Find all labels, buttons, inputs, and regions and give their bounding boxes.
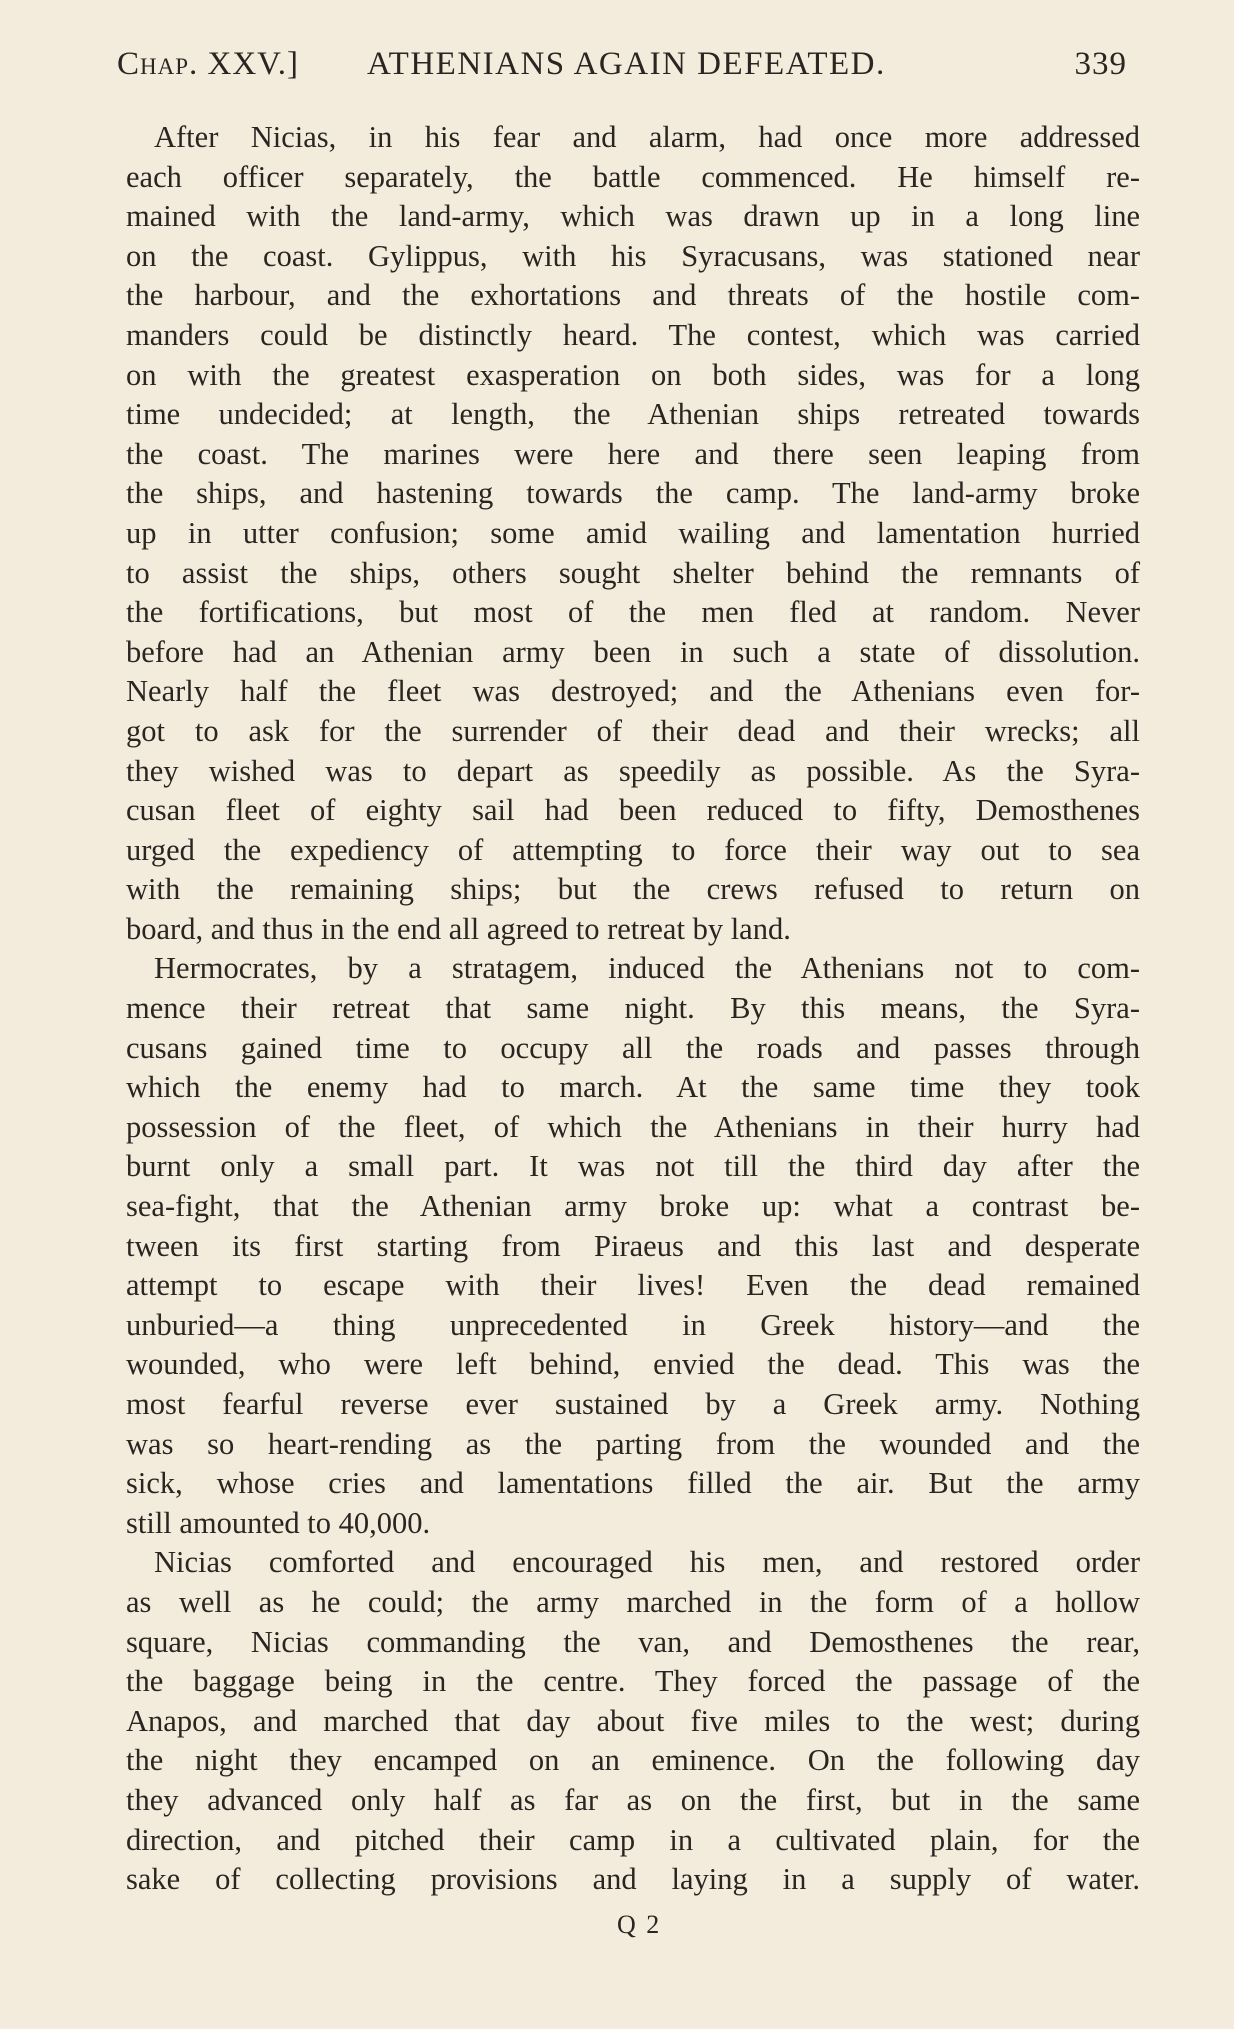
text-line: on with the greatest exasperation on both sides, was for a long	[126, 357, 1140, 392]
text-line: before had an Athenian army been in such a state of dissolution.	[126, 634, 1140, 669]
text-line: tween its first starting from Piraeus and this last and desperate	[126, 1228, 1140, 1263]
text-line: direction, and pitched their camp in a cultivated plain, for the	[126, 1822, 1140, 1857]
text-line: each officer separately, the battle commenced. He himself re-	[126, 159, 1140, 194]
text-line: sea-fight, that the Athenian army broke up: what a contrast be-	[126, 1189, 1140, 1224]
text-line: cusans gained time to occupy all the roads and passes through	[126, 1030, 1140, 1065]
text-line: which the enemy had to march. At the same time they took	[126, 1070, 1140, 1105]
text-line: mence their retreat that same night. By this means, the Syra-	[126, 991, 1140, 1026]
text-line: Hermocrates, by a stratagem, induced the Athenians not to com-	[154, 951, 1140, 986]
text-line: was so heart-rending as the parting from the wounded and the	[126, 1426, 1140, 1461]
text-line: burnt only a small part. It was not till the third day after the	[126, 1149, 1140, 1184]
text-line: with the remaining ships; but the crews refused to return on	[126, 872, 1140, 907]
text-line: to assist the ships, others sought shelter behind the remnants of	[126, 555, 1140, 590]
text-line: urged the expediency of attempting to force their way out to sea	[126, 832, 1140, 867]
page-number: 339	[1074, 46, 1127, 82]
text-line: possession of the fleet, of which the Athenians in their hurry had	[126, 1109, 1140, 1144]
text-line: sake of collecting provisions and laying in a supply of water.	[126, 1862, 1140, 1897]
text-line: they wished was to depart as speedily as possible. As the Syra-	[126, 753, 1140, 788]
text-line: mained with the land-army, which was drawn up in a long line	[126, 199, 1140, 234]
text-line: time undecided; at length, the Athenian ships retreated towards	[126, 397, 1140, 432]
text-line: the harbour, and the exhortations and threats of the hostile com-	[126, 278, 1140, 313]
chapter-label: Chap. XXV.]	[117, 46, 300, 82]
text-line: Nearly half the fleet was destroyed; and the Athenians even for-	[126, 674, 1140, 709]
running-head	[117, 46, 1127, 94]
signature-mark: Q 2	[617, 1910, 662, 1939]
text-line: most fearful reverse ever sustained by a Greek army. Nothing	[126, 1387, 1140, 1421]
text-line: the ships, and hastening towards the camp. The land-army broke	[126, 476, 1140, 511]
text-line: unburied—a thing unprecedented in Greek history—and the	[126, 1307, 1140, 1342]
text-line: cusan fleet of eighty sail had been reduced to fifty, Demosthenes	[126, 793, 1140, 828]
text-line: board, and thus in the end all agreed to retreat by land.	[126, 911, 791, 946]
text-line: the fortifications, but most of the men fled at random. Never	[126, 595, 1140, 630]
text-line: up in utter confusion; some amid wailing and lamentation hurried	[126, 515, 1140, 550]
text-line: the night they encamped on an eminence. On the following day	[126, 1743, 1140, 1778]
text-line: Anapos, and marched that day about five miles to the west; during	[126, 1703, 1140, 1738]
text-line: as well as he could; the army marched in the form of a hollow	[126, 1584, 1140, 1619]
text-line: on the coast. Gylippus, with his Syracusans, was stationed near	[126, 238, 1140, 273]
body-text	[126, 118, 1140, 1900]
text-line: still amounted to 40,000.	[126, 1505, 431, 1540]
text-line: Nicias comforted and encouraged his men, and restored order	[154, 1545, 1140, 1580]
text-line: they advanced only half as far as on the first, but in the same	[126, 1782, 1140, 1817]
text-line: manders could be distinctly heard. The contest, which was carried	[126, 317, 1140, 352]
text-line: sick, whose cries and lamentations filled the air. But the army	[126, 1466, 1140, 1501]
running-title: ATHENIANS AGAIN DEFEATED.	[367, 46, 886, 82]
text-line: attempt to escape with their lives! Even the dead remained	[126, 1268, 1140, 1303]
text-line: After Nicias, in his fear and alarm, had once more addressed	[154, 120, 1140, 154]
text-line: got to ask for the surrender of their dead and their wrecks; all	[126, 713, 1140, 748]
text-line: the baggage being in the centre. They forced the passage of the	[126, 1664, 1140, 1699]
text-line: the coast. The marines were here and there seen leaping from	[126, 436, 1140, 471]
text-line: square, Nicias commanding the van, and Demosthenes the rear,	[126, 1624, 1140, 1659]
text-line: wounded, who were left behind, envied the dead. This was the	[126, 1347, 1140, 1382]
